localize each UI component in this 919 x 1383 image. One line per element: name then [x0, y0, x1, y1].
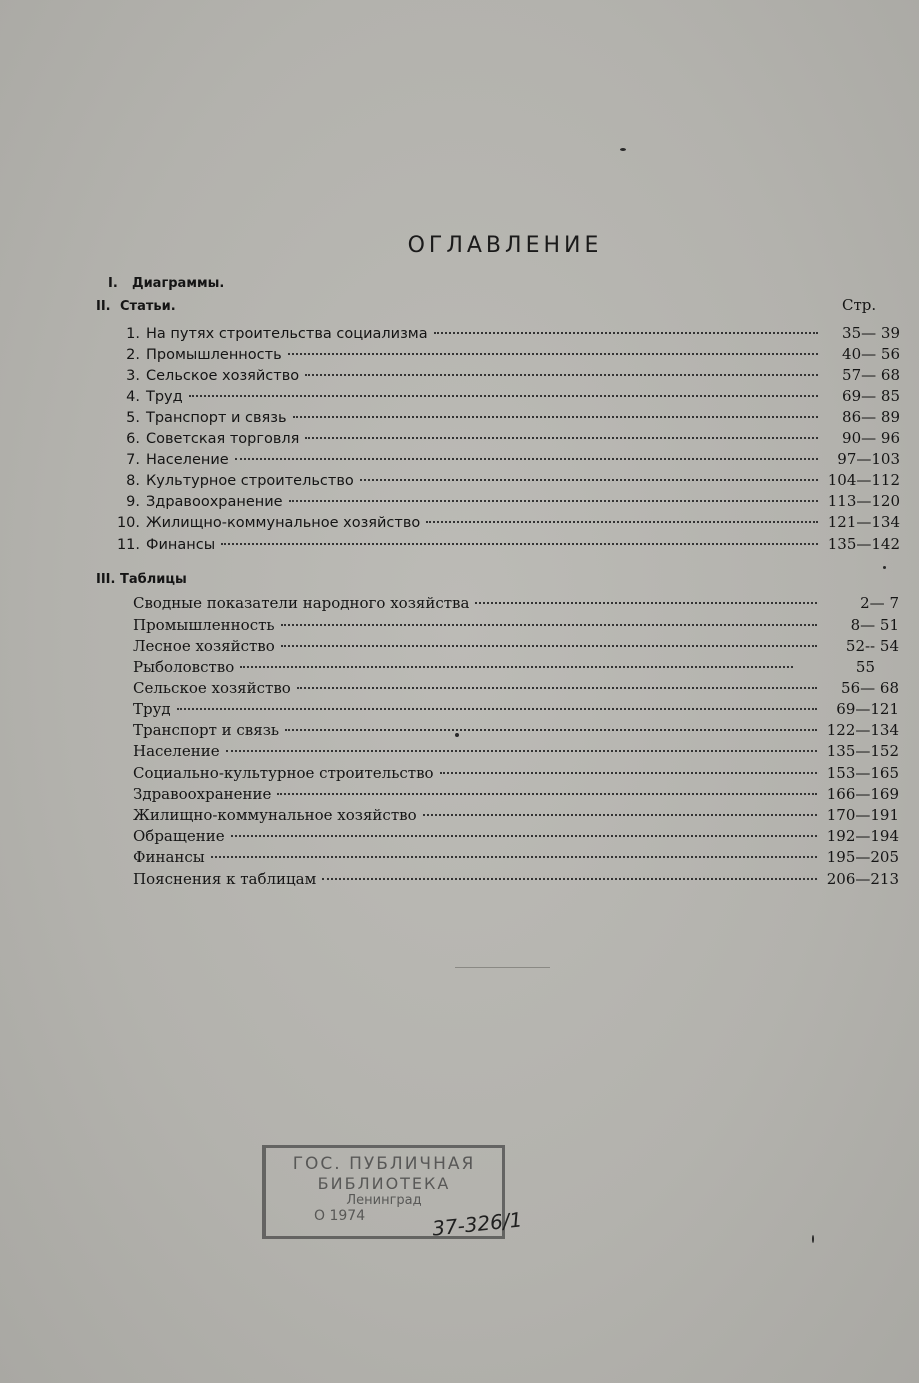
section-diagrams — [108, 276, 224, 291]
toc-entry — [133, 657, 875, 678]
entry-pages: 153—165 — [826, 764, 899, 782]
entry-label: Промышленность — [146, 347, 282, 363]
dot-leader — [434, 332, 818, 334]
dot-leader — [293, 416, 818, 418]
section-label: Таблицы — [120, 572, 187, 587]
dot-leader — [289, 500, 818, 502]
toc-entry — [133, 805, 899, 826]
entry-label: Здравоохранение — [146, 494, 283, 510]
entry-label: На путях строительства социализма — [146, 326, 428, 342]
entry-pages: 52-- 54 — [845, 637, 899, 655]
entry-label: Труд — [133, 700, 171, 718]
dot-leader — [475, 602, 817, 604]
dot-leader — [322, 878, 817, 880]
entry-pages: 166—169 — [826, 785, 899, 803]
entry-pages: 2— 7 — [860, 594, 899, 612]
entry-label: Финансы — [133, 848, 205, 866]
toc-entry — [110, 386, 900, 407]
toc-entry — [110, 470, 900, 491]
entry-label: Обращение — [133, 827, 225, 845]
entry-label: Культурное строительство — [146, 473, 354, 489]
entry-pages: 135—152 — [826, 742, 899, 760]
dot-leader — [305, 374, 818, 376]
toc-entry — [133, 615, 899, 636]
dot-leader — [281, 645, 817, 647]
entry-pages: 192—194 — [826, 827, 899, 845]
section-articles — [96, 299, 176, 314]
entry-number: 11. — [116, 537, 140, 553]
entry-label: Пояснения к таблицам — [133, 870, 317, 888]
entry-label: Сельское хозяйство — [146, 368, 300, 384]
toc-entry — [133, 699, 899, 720]
entry-label: Сельское хозяйство — [133, 679, 291, 697]
section-label: Диаграммы. — [132, 276, 225, 291]
entry-pages: 170—191 — [826, 806, 899, 824]
entry-pages: 69— 85 — [842, 387, 900, 405]
dot-leader — [423, 814, 817, 816]
entry-pages: 122—134 — [826, 721, 899, 739]
dot-leader — [305, 437, 818, 439]
entry-number: 10. — [116, 515, 140, 531]
entry-label: Здравоохранение — [133, 785, 272, 803]
dot-leader — [297, 687, 817, 689]
entry-label: Население — [146, 452, 229, 468]
toc-entry — [133, 784, 899, 805]
section-label: Статьи. — [120, 299, 176, 314]
entry-number: 7. — [126, 452, 140, 468]
entry-number: 8. — [126, 473, 140, 489]
section-numeral: I. — [108, 276, 118, 291]
speck — [620, 148, 626, 151]
pages-column-header: Стр. — [842, 296, 877, 314]
entry-pages: 135—142 — [827, 535, 900, 553]
entry-number: 1. — [126, 326, 140, 342]
dot-leader — [189, 395, 818, 397]
toc-entry — [110, 344, 900, 365]
toc-entry — [110, 534, 900, 555]
toc-entry — [110, 365, 900, 386]
speck — [455, 733, 459, 737]
inventory-mark: 37-326/1 — [430, 1207, 524, 1241]
entry-number: 5. — [126, 410, 140, 426]
dot-leader — [177, 708, 817, 710]
entry-pages: 121—134 — [827, 513, 900, 531]
toc-entry — [110, 491, 900, 512]
stamp-line: БИБЛИОТЕКА — [317, 1174, 451, 1193]
toc-entry — [133, 741, 899, 762]
entry-number: 9. — [126, 494, 140, 510]
toc-entry — [110, 323, 900, 344]
dot-leader — [285, 729, 817, 731]
dot-leader — [281, 624, 817, 626]
entry-label: Труд — [146, 389, 183, 405]
entry-pages: 206—213 — [826, 870, 899, 888]
toc-entry — [133, 869, 899, 890]
toc-entry — [133, 593, 899, 614]
entry-pages: 90— 96 — [842, 429, 900, 447]
stamp-line: Ленинград — [346, 1193, 422, 1208]
entry-number: 2. — [126, 347, 140, 363]
entry-pages: 104—112 — [827, 471, 900, 489]
entry-label: Население — [133, 742, 220, 760]
entry-pages: 113—120 — [827, 492, 900, 510]
toc-entry — [110, 407, 900, 428]
dot-leader — [226, 750, 817, 752]
toc-entry — [110, 449, 900, 470]
entry-label: Лесное хозяйство — [133, 637, 275, 655]
entry-label: Социально-культурное строительство — [133, 764, 434, 782]
stamp-line: ГОС. ПУБЛИЧНАЯ — [292, 1154, 476, 1174]
dot-leader — [360, 479, 818, 481]
entry-label: Финансы — [146, 537, 216, 553]
dot-leader — [231, 835, 817, 837]
section-tables — [96, 572, 187, 587]
speck — [812, 1235, 814, 1243]
divider — [455, 967, 550, 968]
toc-entry — [110, 512, 900, 533]
entry-pages: 97—103 — [837, 450, 900, 468]
entry-label: Транспорт и связь — [146, 410, 287, 426]
entry-label: Рыболовство — [133, 658, 235, 676]
entry-pages: 56— 68 — [841, 679, 899, 697]
toc-entry — [110, 428, 900, 449]
dot-leader — [277, 793, 817, 795]
dot-leader — [440, 772, 817, 774]
toc-entry — [133, 720, 899, 741]
entry-pages: 57— 68 — [842, 366, 900, 384]
entry-label: Сводные показатели народного хозяйства — [133, 594, 470, 612]
toc-entry — [133, 763, 899, 784]
toc-entry — [133, 826, 899, 847]
entry-label: Жилищно-коммунальное хозяйство — [133, 806, 417, 824]
entry-pages: 69—121 — [836, 700, 899, 718]
entry-number: 3. — [126, 368, 140, 384]
entry-number: 6. — [126, 431, 140, 447]
dot-leader — [240, 666, 793, 668]
speck — [883, 566, 886, 569]
entry-label: Транспорт и связь — [133, 721, 280, 739]
toc-entry — [133, 678, 899, 699]
dot-leader — [221, 543, 818, 545]
entry-pages: 8— 51 — [850, 616, 899, 634]
entry-pages: 35— 39 — [842, 324, 900, 342]
entry-pages: 195—205 — [826, 848, 899, 866]
section-numeral: III. — [96, 572, 116, 587]
section-numeral: II. — [96, 299, 111, 314]
page-title: ОГЛАВЛЕНИЕ — [407, 233, 603, 258]
entry-pages: 40— 56 — [842, 345, 900, 363]
entry-label: Советская торговля — [146, 431, 300, 447]
dot-leader — [426, 521, 818, 523]
entry-number: 4. — [126, 389, 140, 405]
toc-entry — [133, 847, 899, 868]
entry-pages: 86— 89 — [842, 408, 900, 426]
dot-leader — [211, 856, 817, 858]
entry-label: Промышленность — [133, 616, 275, 634]
dot-leader — [235, 458, 818, 460]
dot-leader — [288, 353, 818, 355]
stamp-line: О 1974 — [314, 1208, 366, 1224]
entry-pages: 55 — [855, 658, 875, 676]
toc-entry — [133, 636, 899, 657]
entry-label: Жилищно-коммунальное хозяйство — [146, 515, 421, 531]
